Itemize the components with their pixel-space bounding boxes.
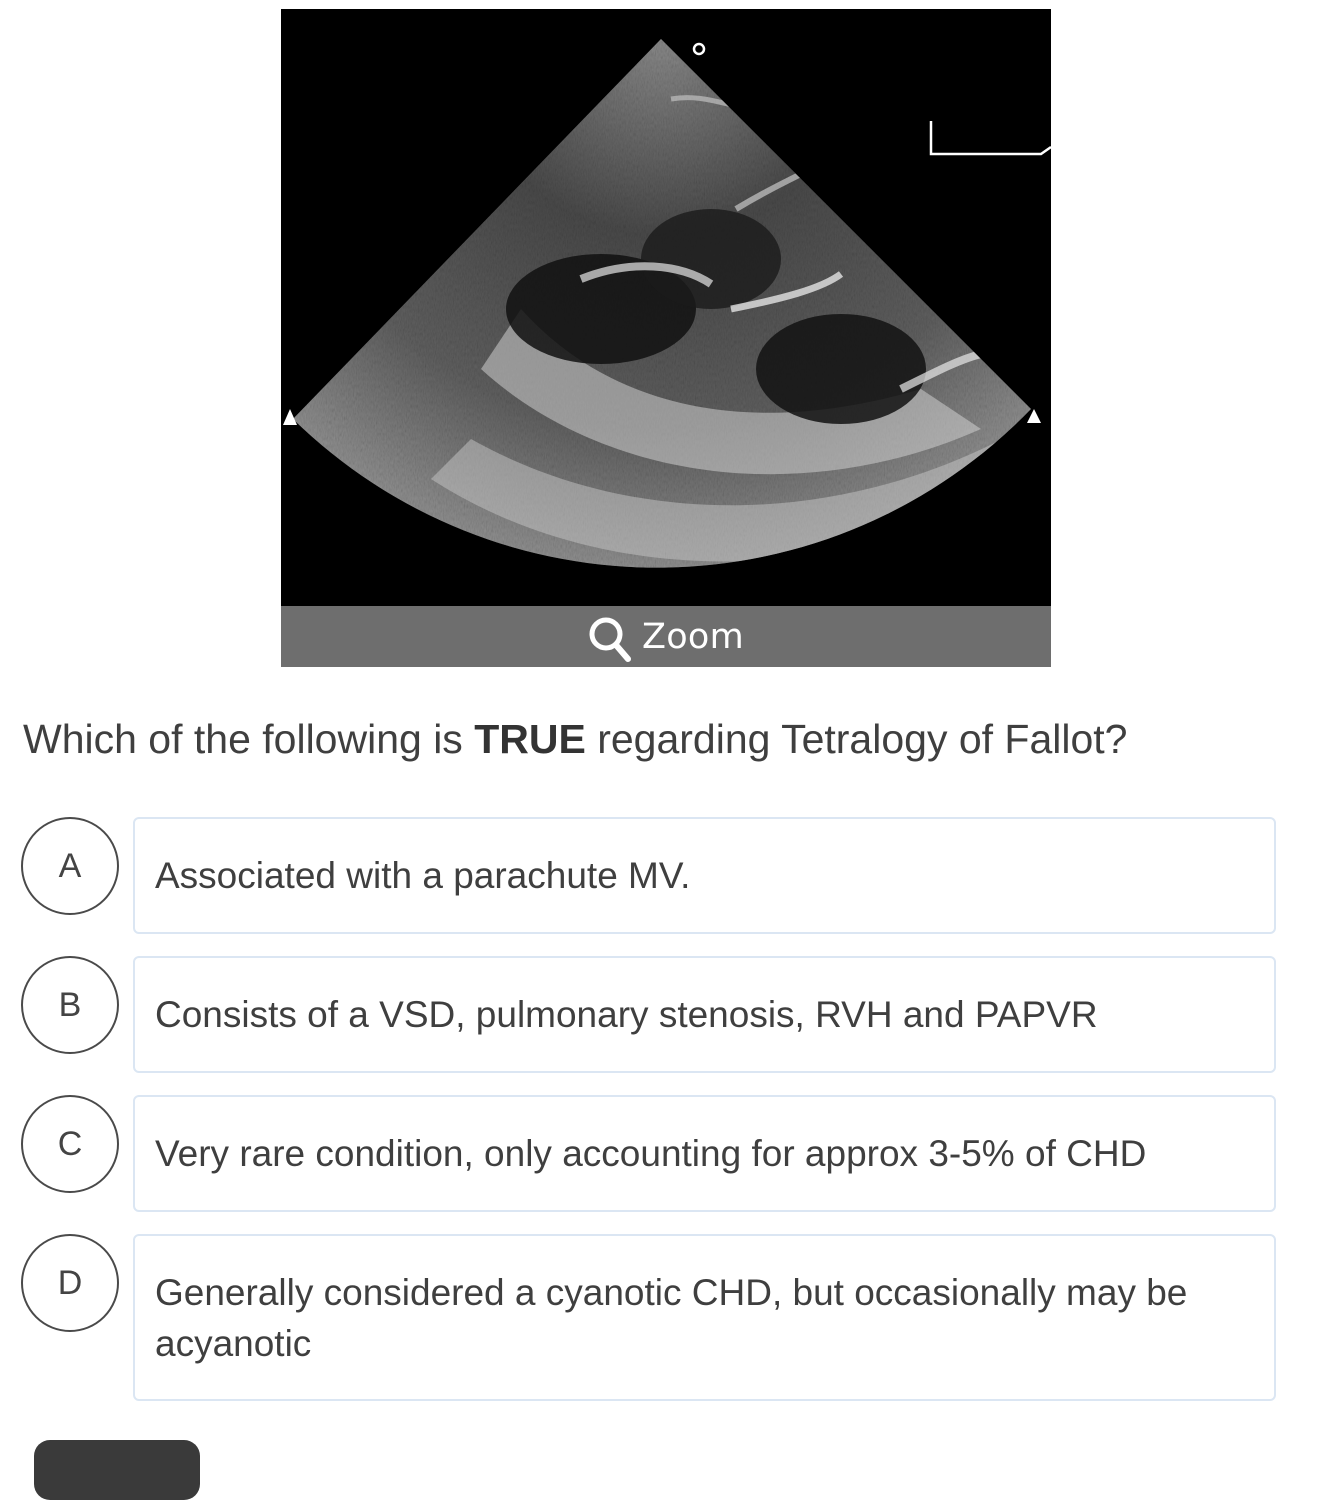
answer-option-b[interactable] <box>21 956 1276 1073</box>
zoom-button[interactable] <box>281 606 1051 667</box>
option-letter-b[interactable]: B <box>21 956 119 1054</box>
option-text-a: Associated with a parachute MV. <box>155 855 691 896</box>
search-icon <box>588 616 632 664</box>
answer-option-a[interactable] <box>21 817 1276 934</box>
zoom-label: Zoom <box>641 616 745 657</box>
question-text <box>23 716 1127 763</box>
echocardiogram-image[interactable] <box>281 9 1051 606</box>
question-prefix: Which of the following is <box>23 716 475 762</box>
image-card <box>281 9 1051 667</box>
option-text-d: Generally considered a cyanotic CHD, but occasionally may be acyanotic <box>155 1271 1188 1364</box>
submit-button[interactable] <box>34 1440 200 1500</box>
question-suffix: regarding Tetralogy of Fallot? <box>585 716 1128 762</box>
answer-option-c[interactable] <box>21 1095 1276 1212</box>
option-text-b: Consists of a VSD, pulmonary stenosis, RVH and PAPVR <box>155 994 1098 1035</box>
option-letter-c[interactable]: C <box>21 1095 119 1193</box>
option-box-d[interactable] <box>133 1234 1276 1401</box>
option-box-c[interactable] <box>133 1095 1276 1212</box>
option-letter-d[interactable]: D <box>21 1234 119 1332</box>
question-emphasis: TRUE <box>474 716 586 762</box>
option-box-a[interactable] <box>133 817 1276 934</box>
answer-option-d[interactable] <box>21 1234 1276 1401</box>
option-box-b[interactable] <box>133 956 1276 1073</box>
option-letter-a[interactable]: A <box>21 817 119 915</box>
option-text-c: Very rare condition, only accounting for approx 3-5% of CHD <box>155 1133 1147 1174</box>
